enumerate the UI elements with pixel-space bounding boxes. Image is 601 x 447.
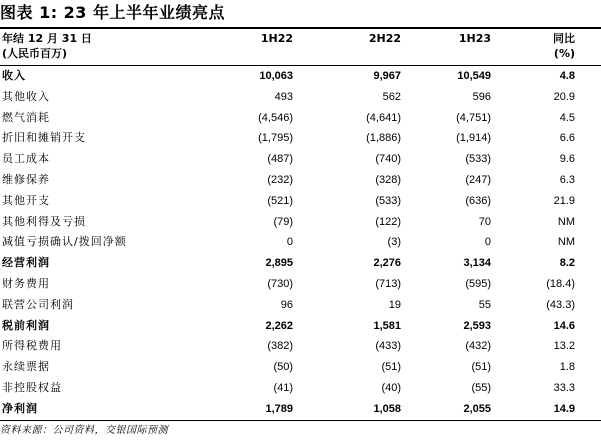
cell-yoy: 1.8 xyxy=(559,361,575,374)
table-row xyxy=(0,253,601,274)
cell-1h23: 10,549 xyxy=(457,70,491,82)
cell-1h22: (487) xyxy=(267,153,293,166)
cell-1h22: 2,262 xyxy=(265,319,293,332)
table-row xyxy=(0,191,601,212)
row-label: 经营利润 xyxy=(2,256,50,270)
cell-1h23: 70 xyxy=(478,215,491,228)
row-label: 燃气消耗 xyxy=(2,110,50,124)
cell-yoy: NM xyxy=(557,215,575,228)
cell-yoy: NM xyxy=(557,236,575,249)
cell-yoy: 8.2 xyxy=(559,257,575,270)
cell-1h23: (533) xyxy=(465,153,491,166)
table-row xyxy=(0,128,601,149)
cell-1h23: (595) xyxy=(465,277,491,290)
cell-1h22: (50) xyxy=(273,361,293,374)
cell-yoy: 4.8 xyxy=(559,70,575,82)
row-label: 折旧和摊销开支 xyxy=(2,131,86,145)
cell-yoy: (43.3) xyxy=(546,298,575,311)
header-col-1h22: 1H22 xyxy=(260,32,293,45)
cell-2h22: (740) xyxy=(375,153,401,166)
cell-2h22: 1,581 xyxy=(373,319,401,332)
financial-table xyxy=(0,27,601,421)
cell-yoy: (18.4) xyxy=(546,277,575,290)
cell-1h23: (4,751) xyxy=(456,111,491,124)
cell-1h23: (51) xyxy=(471,361,491,374)
cell-1h23: (432) xyxy=(465,340,491,353)
cell-yoy: 33.3 xyxy=(553,381,575,394)
cell-2h22: (122) xyxy=(375,215,401,228)
cell-yoy: 21.9 xyxy=(553,194,575,207)
cell-1h23: 2,055 xyxy=(463,402,491,415)
cell-1h23: 0 xyxy=(484,236,491,249)
header-col-2h22: 2H22 xyxy=(368,32,401,45)
table-row xyxy=(0,149,601,170)
cell-1h23: 3,134 xyxy=(463,257,491,270)
row-label: 减值亏损确认/拨回净额 xyxy=(2,235,127,249)
cell-2h22: 1,058 xyxy=(373,402,401,415)
cell-1h22: (382) xyxy=(267,340,293,353)
cell-1h23: 596 xyxy=(472,90,491,103)
cell-1h22: (1,795) xyxy=(258,132,293,145)
cell-1h23: (247) xyxy=(465,173,491,186)
cell-yoy: 14.6 xyxy=(553,319,575,332)
row-label: 财务费用 xyxy=(2,276,50,290)
row-label: 其他开支 xyxy=(2,193,50,207)
header-unit-label: (人民币百万) xyxy=(2,47,68,60)
table-header xyxy=(0,29,601,65)
row-label: 净利润 xyxy=(2,401,38,415)
table-row xyxy=(0,66,601,87)
cell-1h22: 493 xyxy=(274,90,293,103)
cell-2h22: (3) xyxy=(387,236,401,249)
cell-yoy: 6.3 xyxy=(559,173,575,186)
cell-2h22: 9,967 xyxy=(373,70,401,82)
row-label: 其他利得及亏损 xyxy=(2,214,86,228)
table-body xyxy=(0,66,601,420)
table-row xyxy=(0,357,601,378)
row-label: 其他收入 xyxy=(2,89,50,103)
header-date-label: 年结 12 月 31 日 xyxy=(2,32,92,45)
row-label: 收入 xyxy=(2,69,26,82)
cell-2h22: 562 xyxy=(382,90,401,103)
cell-1h22: (730) xyxy=(267,277,293,290)
table-row xyxy=(0,212,601,233)
cell-1h22: (521) xyxy=(267,194,293,207)
table-row xyxy=(0,336,601,357)
cell-1h23: 55 xyxy=(478,298,491,311)
table-row xyxy=(0,108,601,129)
header-col-1h23: 1H23 xyxy=(458,32,491,45)
table-row xyxy=(0,232,601,253)
cell-1h22: 2,895 xyxy=(265,257,293,270)
figure-title: 图表 1: 23 年上半年业绩亮点 xyxy=(0,3,226,22)
cell-2h22: (1,886) xyxy=(366,132,401,145)
table-row xyxy=(0,399,601,420)
cell-1h22: (4,546) xyxy=(258,111,293,124)
cell-2h22: (328) xyxy=(375,173,401,186)
cell-1h23: (636) xyxy=(465,194,491,207)
cell-1h23: 2,593 xyxy=(463,319,491,332)
cell-2h22: (533) xyxy=(375,194,401,207)
row-label: 税前利润 xyxy=(2,318,50,332)
table-row xyxy=(0,316,601,337)
cell-yoy: 6.6 xyxy=(559,132,575,145)
cell-yoy: 20.9 xyxy=(553,90,575,103)
row-label: 永续票据 xyxy=(2,360,50,374)
cell-1h22: (232) xyxy=(267,173,293,186)
table-row xyxy=(0,170,601,191)
cell-1h22: 1,789 xyxy=(265,402,293,415)
cell-2h22: (40) xyxy=(381,381,401,394)
row-label: 员工成本 xyxy=(2,152,50,166)
cell-yoy: 14.9 xyxy=(553,402,575,415)
table-row xyxy=(0,274,601,295)
row-label: 维修保养 xyxy=(2,172,50,186)
header-col-yoy-unit: (%) xyxy=(553,47,575,60)
table-row xyxy=(0,378,601,399)
cell-1h22: (41) xyxy=(273,381,293,394)
row-label: 联营公司利润 xyxy=(2,297,74,311)
cell-yoy: 4.5 xyxy=(559,111,575,124)
cell-1h22: (79) xyxy=(273,215,293,228)
source-note: 资料来源：公司资料，交银国际预测 xyxy=(0,425,168,436)
cell-2h22: (433) xyxy=(375,340,401,353)
row-label: 非控股权益 xyxy=(2,380,62,394)
header-col-yoy: 同比 xyxy=(553,32,575,45)
row-label: 所得税费用 xyxy=(2,339,62,353)
table-row xyxy=(0,87,601,108)
cell-2h22: 2,276 xyxy=(373,257,401,270)
cell-yoy: 13.2 xyxy=(553,340,575,353)
cell-2h22: (51) xyxy=(381,361,401,374)
cell-1h22: 10,063 xyxy=(259,70,293,82)
cell-1h23: (1,914) xyxy=(456,132,491,145)
cell-1h22: 96 xyxy=(280,298,293,311)
cell-2h22: (713) xyxy=(375,277,401,290)
table-row xyxy=(0,295,601,316)
cell-1h23: (55) xyxy=(471,381,491,394)
cell-yoy: 9.6 xyxy=(559,153,575,166)
cell-1h22: 0 xyxy=(286,236,293,249)
cell-2h22: (4,641) xyxy=(366,111,401,124)
cell-2h22: 19 xyxy=(388,298,401,311)
